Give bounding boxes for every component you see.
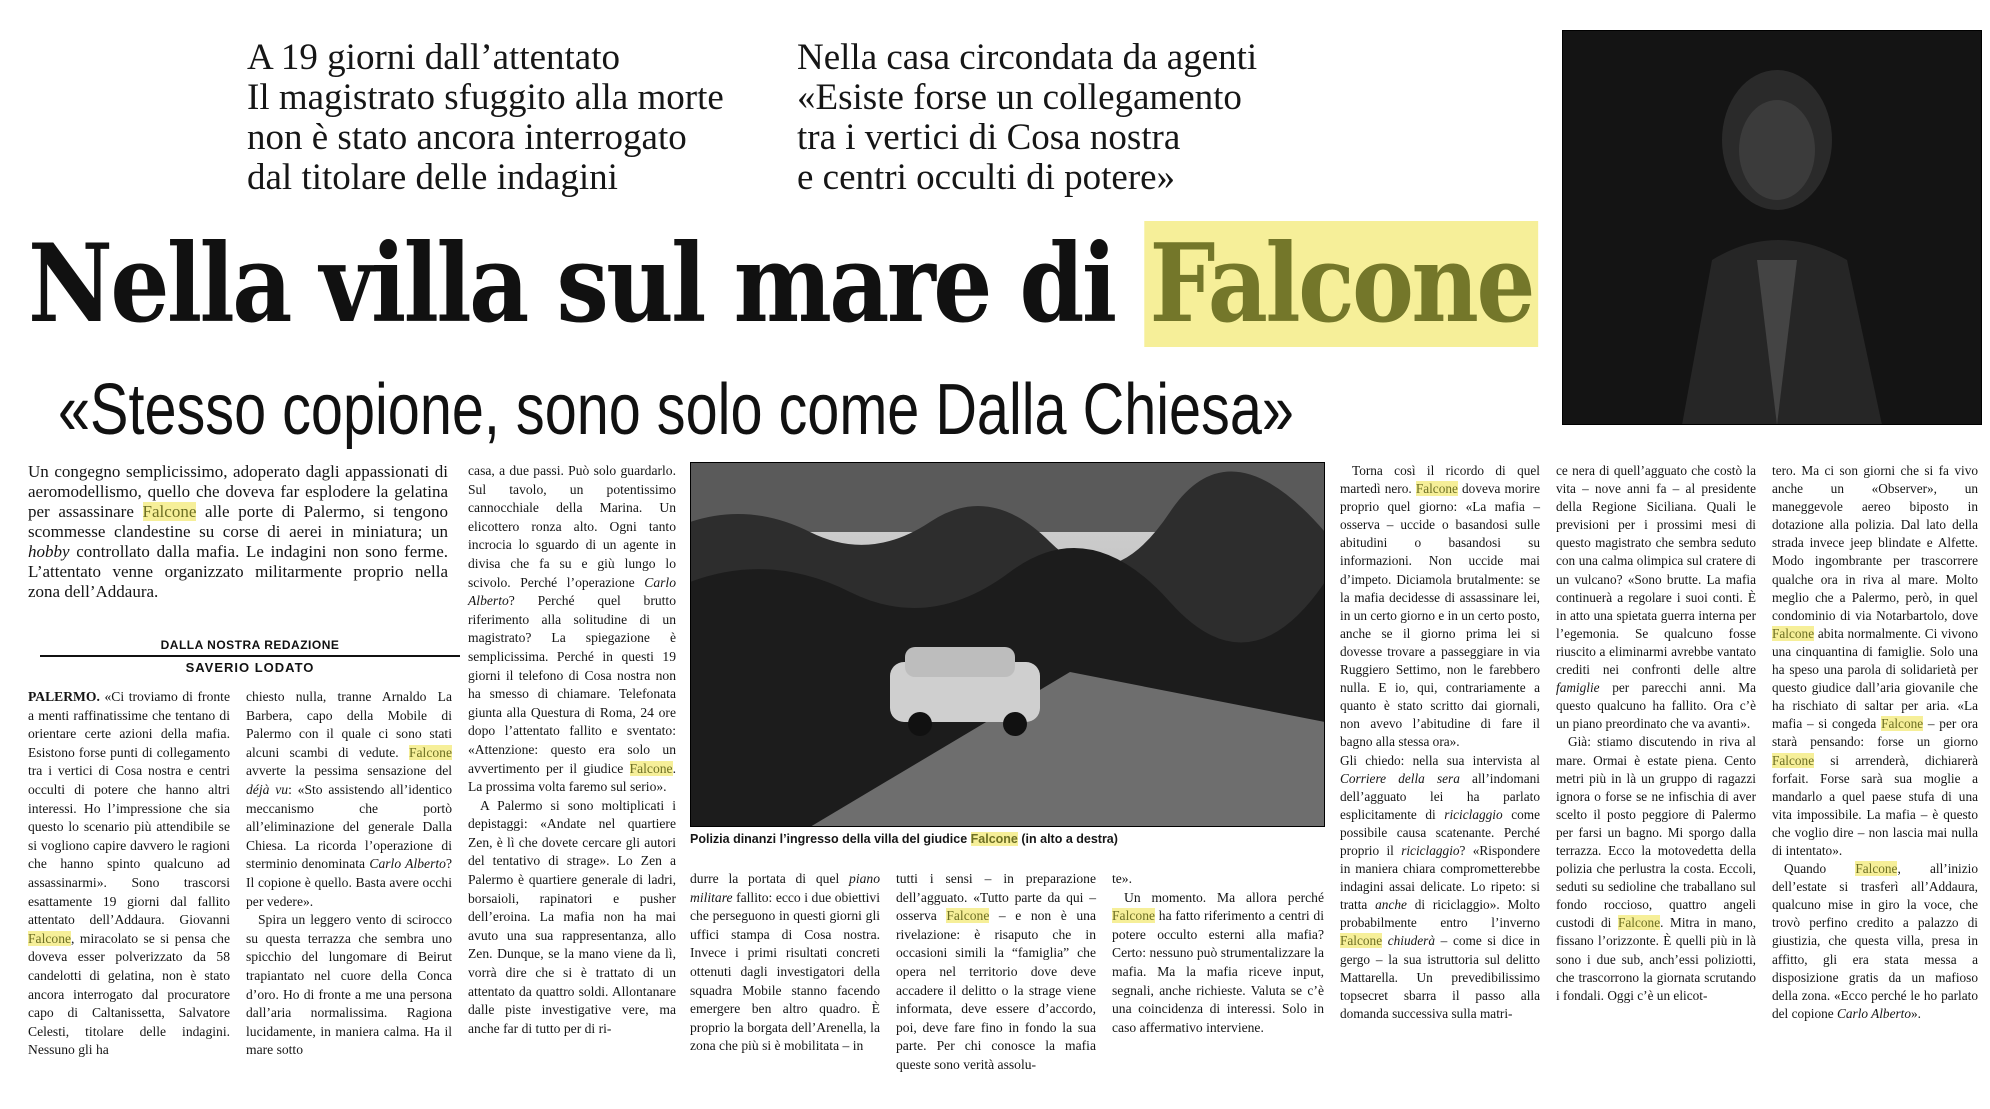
body-text: – come si dice in gergo – la sua istruttoria sul delitto Mattarella. Un prevedibilissimo topsecret sbarra il passo alla domanda successiva sulla matri-	[1340, 933, 1540, 1021]
kicker-left-line: A 19 giorni dall’attentato	[247, 37, 620, 78]
column-4	[690, 870, 880, 1056]
villa-photo	[690, 462, 1325, 827]
photo-caption	[690, 832, 1118, 846]
body-text: Gli chiedo: nella sua intervista al	[1340, 752, 1540, 768]
body-text: Già: stiamo discutendo in riva al mare. Ormai è estate piena. Cento metri più in là un gruppo di ragazzi ignora o forse se ne infischia di aver scelto il posto peggiore di Palermo per farsi un bagno. Mi sporgo dalla terrazza. Ecco la motovedetta della polizia che perlustra la costa. Eccoli, seduti su sedioline che traballano sul fondo roccioso, quattro angeli custodi di	[1556, 734, 1756, 931]
italic-text: Carlo Alberto	[1837, 1005, 1912, 1021]
body-text: per parecchi anni. Ma questo qualcuno ha fallito. Ora c’è un piano preordinato che va avanti».	[1556, 680, 1757, 732]
lead-text: alle porte di Palermo, si tengono scommesse clandestine su corse di aerei in miniatura; un	[28, 502, 448, 541]
body-text: . La prossima volta faremo sul serio».	[468, 760, 676, 795]
body-text: Quando	[1784, 861, 1827, 877]
body-text: – e non è una rivelazione: è risaputo che in occasioni simili la “famiglia” che opera nel territorio dove deve accadere il delitto o la strage viene informata, deve essere d’accordo, poi, deve fare fino in fondo la sua parte. Per chi conosce la mafia queste sono verità assolu-	[896, 908, 1096, 1072]
highlighted-name: Falcone	[946, 908, 990, 924]
caption-text: (in alto a destra)	[1021, 832, 1118, 846]
body-text: Torna così il ricordo di quel martedì nero.	[1340, 463, 1540, 497]
highlighted-name: Falcone	[142, 502, 197, 521]
body-text: di riciclaggio». Molto probabilmente entro l’inverno	[1340, 897, 1540, 931]
highlighted-name: Falcone	[629, 760, 673, 776]
body-text: si arrenderà, dichiarerà forfait. Forse sarà sua moglie a mandarlo a quel paese stufa di una vita impossibile. La mafia – è questo che voglio dire – non lascia mai nulla di intentato».	[1772, 752, 1978, 858]
byline-rule	[40, 655, 460, 657]
kicker-left	[247, 38, 724, 198]
body-text: doveva morire proprio quel giorno: «La mafia – osserva – uccide o basandosi sulle abitudini o basandosi su informazioni. Non uccide mai d’impeto. Diciamola brutalmente: se la mafia decidesse di assassinare lei, in un certo giorno e in un certo posto, anche se il giorno prima lei si dovesse trovare a passeggiare in via Ruggiero Settimo, non le farebbero nulla. E io, qui, contrariamente a quanto è stato scritto dai giornali, non avevo l’abitudine di fare il bagno alla stessa ora».	[1340, 481, 1540, 750]
body-text: ? «Rispondere in maniera chiara comprometterebbe indagini assai delicate. Lo ripeto: si tratta	[1340, 842, 1540, 913]
highlighted-name: Falcone	[1112, 908, 1156, 924]
italic-text: Corriere della sera	[1340, 770, 1460, 786]
villa-image	[690, 462, 1325, 827]
body-text: «Ci troviamo di fronte a menti raffinatissime che tentano di orientare certe azioni della mafia. Esistono forse punti di collegamento tra i vertici di Cosa nostra e centri occulti di potere che hanno altri interessi. Ho l’impressione che sia questo lo scenario più attendibile se si vogliono capire davvero le ragioni che hanno spinto qualcuno ad assassinarmi». Sono trascorsi esattamente 19 giorni dal fallito attentato dell’Addaura. Giovanni	[28, 689, 230, 928]
highlighted-name: Falcone	[1855, 861, 1898, 877]
body-text: durre la portata di quel	[690, 871, 840, 886]
highlighted-name: Falcone	[1340, 933, 1383, 949]
column-8	[1556, 462, 1756, 1005]
italic-text: déjà vu	[246, 781, 289, 797]
caption-text: Polizia dinanzi l’ingresso della villa del giudice	[690, 832, 968, 846]
body-text: , all’inizio dell’estate si trasferì all’Addaura, qualcuno mise in giro la voce, che trovò perfino credito a palazzo di giustizia, che questa villa, presa in affitto, gli era stata messa a disposizione gratis da un mafioso della zona. «Ecco perché le ho parlato del copione	[1772, 861, 1978, 1021]
byline-label: DALLA NOSTRA REDAZIONE	[160, 638, 340, 652]
column-5	[896, 870, 1096, 1075]
highlighted-name: Falcone	[1881, 716, 1924, 732]
lead-text: controllato dalla mafia. Le indagini non sono ferme. L’attentato venne organizzato militarmente proprio nella zona dell’Addaura.	[28, 542, 449, 601]
italic-text: anche	[1375, 897, 1407, 913]
kicker-right-line: «Esiste forse un collegamento	[797, 77, 1242, 118]
headline-highlight: Falcone	[1144, 221, 1538, 347]
highlighted-name: Falcone	[970, 832, 1018, 846]
body-text: fallito: ecco i due obiettivi che perseguono in questi giorni gli uffici stampa di Cosa nostra. Invece i primi risultati concreti ottenuti dagli investigatori della squadra Mobile stanno facendo emergere ben altro quadro. È proprio la borgata dell’Arenella, la zona che più si è mobilitata – in	[690, 889, 880, 1054]
body-text: . Mitra in mano, fissano l’orizzonte. È quelli più in là sono i due sub, anch’essi poliziotti, che trascorrono la giornata scrutando i fondali. Oggi c’è un elicot-	[1556, 915, 1757, 1003]
body-text: come possibile causa scatenante. Perché proprio il	[1340, 806, 1541, 858]
portrait-image	[1562, 30, 1982, 425]
body-text: all’indomani dell’agguato lei ha parlato esplicitamente di	[1340, 770, 1540, 822]
kicker-left-line: non è stato ancora interrogato	[247, 117, 687, 158]
italic-text: riciclaggio	[1401, 842, 1460, 858]
lead-italic: hobby	[28, 542, 70, 561]
body-text: ».	[1911, 1005, 1921, 1021]
italic-text: Carlo Alberto	[468, 574, 676, 609]
body-paragraph: Spira un leggero vento di scirocco su questa terrazza che sembra uno spicchio del lungomare di Beirut trapiantato nel cuore della Conca d’oro. Ho di fronte a me una persona dall’aria normalissima. Ragiona lucidamente, in maniera calma. Ha il mare sotto	[246, 912, 452, 1058]
column-7	[1340, 462, 1540, 1023]
body-paragraph: A Palermo si sono moltiplicati i depistaggi: «Andate nel quartiere Zen, è lì che dovete cercare gli autori del tentativo di strage». Lo Zen a Palermo è quartiere generale di ladri, borsaioli, rapinatori e pusher dell’eroina. La mafia non ha mai avuto una sua rappresentanza, allo Zen. Dunque, se la mano viene da lì, vorrà dire che si è trattato di un attentato da quattro soldi. Allontanare dalle piste investigative vere, ma anche far di tutto per di ri-	[468, 797, 676, 1036]
highlighted-name: Falcone	[1772, 752, 1815, 768]
body-text: , miracolato se si pensa che doveva esser polverizzato da 58 candelotti di gelatina, non è stato ancora interrogato dal procuratore capo di Caltanissetta, Salvatore Celesti, titolare delle indagini. Nessuno gli ha	[28, 930, 230, 1058]
italic-text: riciclaggio	[1444, 806, 1503, 822]
byline	[40, 638, 460, 675]
body-text: : «Sto assistendo all’identico meccanismo che portò all’eliminazione del generale Dalla Chiesa. La ricorda l’operazione di sterminio denominata	[246, 781, 453, 872]
byline-author: SAVERIO LODATO	[185, 660, 315, 675]
italic-text: piano militare	[690, 871, 880, 905]
headline	[28, 221, 1538, 347]
kicker-right	[797, 38, 1257, 198]
italic-text: famiglie	[1556, 680, 1600, 696]
body-text: casa, a due passi. Può solo guardarlo. Sul tavolo, un potentissimo cannocchiale della Marina. Un elicottero ronza alto. Ogni tanto incrocia lo sguardo di un agente in divisa che fa su e giù lungo lo scivolo. Perché l’operazione	[468, 463, 676, 590]
kicker-left-line: Il magistrato sfuggito alla morte	[247, 77, 724, 118]
body-text: avverte la pessima sensazione del	[246, 763, 452, 779]
kicker-left-line: dal titolare delle indagini	[247, 157, 618, 198]
highlighted-name: Falcone	[408, 744, 452, 760]
lead-text: Un congegno semplicissimo, adoperato dagli appassionati di aeromodellismo, quello che doveva far esplodere la gelatina per assassinare	[28, 462, 448, 521]
italic-text: Carlo Alberto	[369, 856, 446, 872]
portrait-photo	[1562, 30, 1982, 425]
column-6	[1112, 870, 1324, 1037]
body-text: Un momento. Ma allora perché	[1124, 889, 1324, 905]
body-text: ce nera di quell’agguato che costò la vita – nove anni fa – al presidente della Regione Siciliana. Quali le previsioni per i prossimi mesi di questo magistrato che sembra seduto con una calma olimpica sul cratere di un vulcano? «Sono brutte. La mafia continuerà a regolare i suoi conti. È in atto una spietata guerra interna per l’egemonia. Se qualcuno fosse riuscito a eliminarmi avrebbe vantato crediti nei confronti delle altre	[1556, 463, 1756, 678]
body-text: tutti i sensi – in preparazione dell’agguato. «Tutto parte da qui – osserva	[896, 871, 1096, 924]
column-1	[28, 688, 230, 1060]
highlighted-name: Falcone	[1415, 481, 1458, 497]
body-paragraph: te».	[1112, 871, 1133, 886]
column-9	[1772, 462, 1978, 1023]
body-text: tero. Ma ci son giorni che si fa vivo anche un «Observer», un maneggevole aereo biposto in dotazione alla polizia. Dal lato della strada invece jeep blindate e Alfette. Modo ingombrante per trascorrere qualche ora in riva al mare. Molto meglio che a Palermo, però, in quel condominio di via Notarbartolo, dove	[1772, 463, 1978, 623]
column-2	[246, 688, 452, 1060]
body-text: ha fatto riferimento a centri di potere occulto esterni alla mafia? Certo: nessuno può strumentalizzare la mafia. Ma la mafia riceve input, segnali, anche richieste. Valuta se c’è una coincidenza di interessi. Solo in caso affermativo interviene.	[1112, 908, 1324, 1035]
body-text: ? Il copione è quello. Basta avere occhi per vedere».	[246, 856, 452, 909]
lead-paragraph	[28, 462, 448, 602]
italic-text: chiuderà	[1387, 933, 1436, 949]
kicker-right-line: e centri occulti di potere»	[797, 157, 1176, 198]
kicker-right-line: Nella casa circondata da agenti	[797, 37, 1258, 78]
body-text: – per ora starà pensando: forse un giorno	[1772, 716, 1978, 750]
highlighted-name: Falcone	[1618, 915, 1661, 931]
subhead: «Stesso copione, sono solo come Dalla Chiesa»	[58, 370, 1294, 450]
body-text: chiesto nulla, tranne Arnaldo La Barbera, capo della Mobile di Palermo con il quale ci sono stati alcuni scambi di vedute.	[246, 689, 452, 760]
body-text: ? Perché quel brutto riferimento alla solitudine di un magistrato? La spiegazione è semplicissima. Perché in questi 19 giorni il telefono di Cosa nostra non ha smesso di chiamare. Telefonata giunta alla Questura di Roma, 24 ore dopo l’attentato fallito e sventato: «Attenzione: questo era solo un avvertimento per il giudice	[468, 593, 676, 776]
kicker-right-line: tra i vertici di Cosa nostra	[797, 117, 1181, 158]
column-3	[468, 462, 676, 1038]
body-text: abita normalmente. Ci vivono una cinquantina di famiglie. Solo una ha speso una parola di solidarietà per questo giudice dall’aria giovanile che ha rischiato di saltar per aria. «La mafia – si congeda	[1772, 625, 1979, 732]
dateline: PALERMO.	[28, 689, 100, 704]
headline-text: Nella villa sul mare di	[28, 221, 1115, 347]
highlighted-name: Falcone	[1772, 625, 1815, 641]
highlighted-name: Falcone	[28, 930, 72, 946]
